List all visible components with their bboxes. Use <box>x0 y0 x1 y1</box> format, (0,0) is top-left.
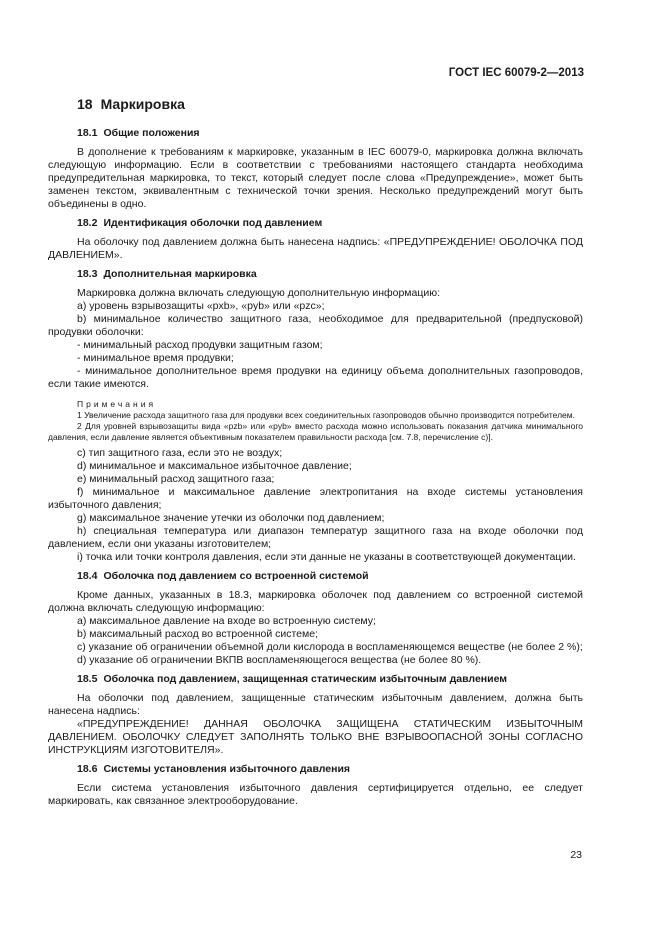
list-item: d) указание об ограничении ВКПВ воспламеняющегося вещества (не более 80 %). <box>77 654 482 666</box>
subsection-number: 18.1 <box>77 127 98 139</box>
subsection-heading-18-2 <box>0 217 583 230</box>
section-heading <box>77 96 185 112</box>
page-number: 23 <box>570 849 582 861</box>
subsection-title: Идентификация оболочки под давлением <box>103 217 323 229</box>
subsection-title: Общие положения <box>103 127 200 139</box>
list-item: а) максимальное давление на входе во встроенную систему; <box>77 615 376 627</box>
paragraph: На оболочку под давлением должна быть нанесена надпись: «ПРЕДУПРЕЖДЕНИЕ! ОБОЛОЧКА ПОД ДАВЛЕНИЕМ». <box>48 236 583 261</box>
list-item: g) максимальное значение утечки из оболочки под давлением; <box>77 512 385 524</box>
subsection-number: 18.5 <box>77 673 98 685</box>
subsection-title: Дополнительная маркировка <box>103 268 257 280</box>
list-item: - минимальное дополнительное время продувки на единицу объема дополнительных газопроводов, если такие имеются. <box>48 365 583 390</box>
subsection-title: Оболочка под давлением со встроенной системой <box>103 570 369 582</box>
list-item: - минимальный расход продувки защитным газом; <box>77 339 323 351</box>
list-item: c) указание об ограничении объемной доли кислорода в воспламеняющемся веществе (не более 2 %); <box>77 641 583 653</box>
list-item: d) минимальное и максимальное избыточное давление; <box>77 460 352 472</box>
section-number: 18 <box>77 96 93 112</box>
subsection-heading-18-3 <box>0 268 583 281</box>
paragraph: Маркировка должна включать следующую дополнительную информацию: <box>77 287 441 299</box>
section-title: Маркировка <box>100 96 185 112</box>
paragraph: В дополнение к требованиям к маркировке, указанным в IEC 60079-0, маркировка должна включать следующую информацию. Если в соответствии с требованиями настоящего стандарта необходима предупредительная маркировка, то текст, который следует после слова «Предупреждение», может быть заменен текстом, эквивалентным с технической точки зрения. Несколько предупреждений могут быть объединены в одно. <box>48 146 583 210</box>
paragraph: Если система установления избыточного давления сертифицируется отдельно, ее следует маркировать, как связанное электрооборудование. <box>48 782 583 807</box>
notes-title: Примечания <box>77 399 157 409</box>
paragraph: Кроме данных, указанных в 18.3, маркировка оболочек под давлением со встроенной системой должна включать следующую информацию: <box>48 589 583 614</box>
document-header-id: ГОСТ IEC 60079-2—2013 <box>448 67 584 79</box>
subsection-heading-18-1 <box>0 127 583 140</box>
list-item: - минимальное время продувки; <box>77 352 234 364</box>
subsection-title: Оболочка под давлением, защищенная статическим избыточным давлением <box>103 673 508 685</box>
subsection-heading-18-5 <box>0 673 583 686</box>
subsection-number: 18.2 <box>77 217 98 229</box>
list-item: c) тип защитного газа, если это не воздух; <box>77 447 283 459</box>
paragraph: На оболочки под давлением, защищенные статическим избыточным давлением, должна быть нанесена надпись: <box>48 692 583 717</box>
subsection-number: 18.4 <box>77 570 98 582</box>
list-item: b) максимальный расход во встроенной системе; <box>77 628 318 640</box>
subsection-heading-18-4 <box>0 570 583 583</box>
list-item: а) уровень взрывозащиты «pxb», «pyb» или «pzc»; <box>77 300 325 312</box>
list-item: f) минимальное и максимальное давление электропитания на входе системы установления избыточного давления; <box>48 486 583 511</box>
warning-text: «ПРЕДУПРЕЖДЕНИЕ! ДАННАЯ ОБОЛОЧКА ЗАЩИЩЕНА СТАТИЧЕСКИМ ИЗБЫТОЧНЫМ ДАВЛЕНИЕМ. ОБОЛОЧКУ СЛЕДУЕТ ЗАПОЛНЯТЬ ТОЛЬКО ВНЕ ВЗРЫВООПАСНОЙ ЗОНЫ СОГЛАСНО ИНСТРУКЦИЯМ ИЗГОТОВИТЕЛЯ». <box>48 718 583 756</box>
list-item: е) минимальный расход защитного газа; <box>77 473 275 485</box>
document-body <box>0 127 661 808</box>
subsection-number: 18.3 <box>77 268 98 280</box>
list-item: h) специальная температура или диапазон температур защитного газа на входе оболочки под давлением, если они указаны изготовителем; <box>48 525 583 550</box>
list-item: b) минимальное количество защитного газа, необходимое для предварительной (предпусковой) продувки оболочки: <box>48 313 583 338</box>
note: 2 Для уровней взрывозащиты вида «pzb» или «pyb» вместо расхода можно использовать показания датчика минимального давления, если давление является объективным показателем правильности расхода [см. 7.8, перечисление с)]. <box>48 421 583 442</box>
subsection-number: 18.6 <box>77 763 98 775</box>
list-item: i) точка или точки контроля давления, если эти данные не указаны в соответствующей документации. <box>77 551 576 563</box>
subsection-title: Системы установления избыточного давления <box>103 763 351 775</box>
note: 1 Увеличение расхода защитного газа для продувки всех соединительных газопроводов обычно производится потребителем. <box>77 410 575 420</box>
subsection-heading-18-6 <box>0 763 583 776</box>
